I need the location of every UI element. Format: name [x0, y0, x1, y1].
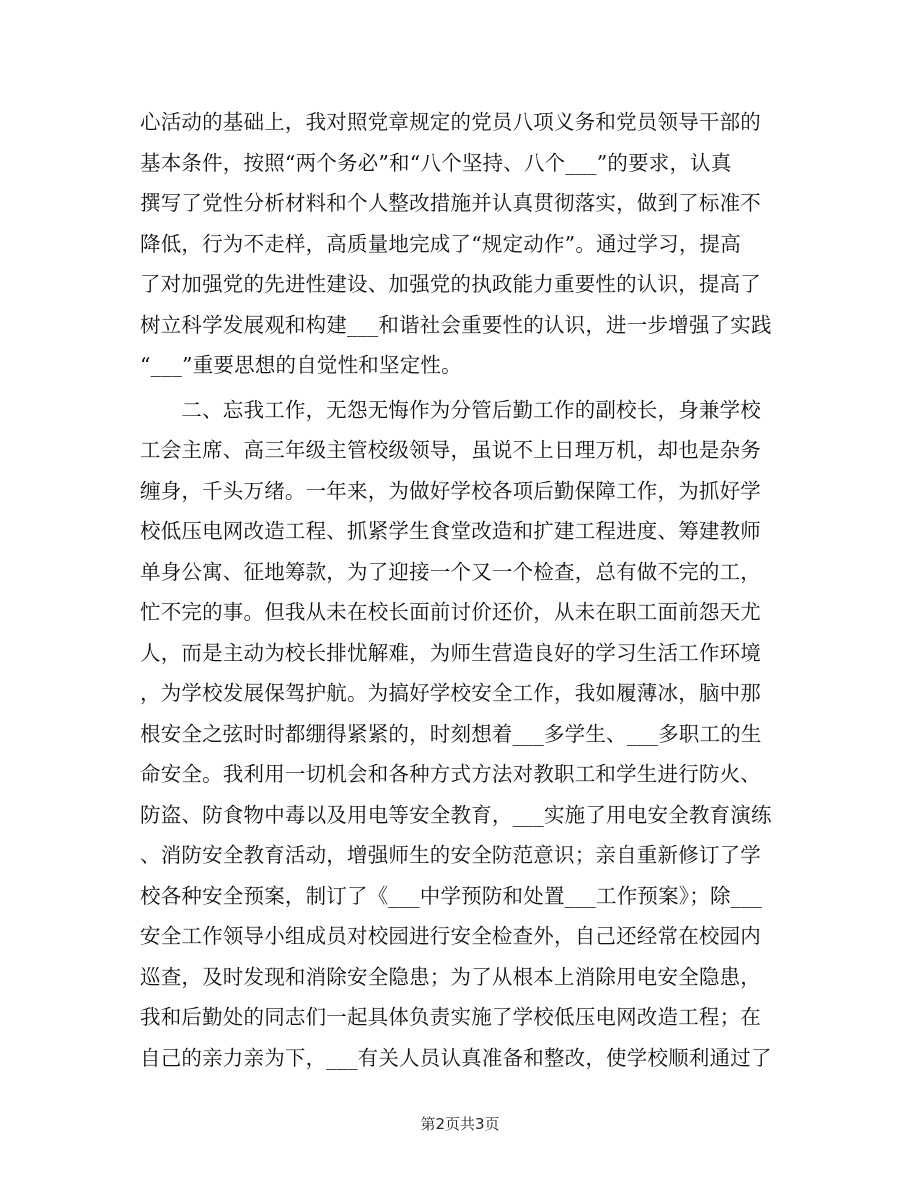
text-line: 工会主席、高三年级主管校级领导，虽说不上日理万机，却也是杂务	[140, 438, 761, 462]
text-line: 忙不完的事。但我从未在校长面前讨价还价，从未在职工面前怨天尤	[140, 600, 761, 624]
paragraph-2	[140, 390, 790, 1079]
text-line: 我和后勤处的同志们一起具体负责实施了学校低压电网改造工程；在	[140, 1005, 761, 1029]
text-line: “___”重要思想的自觉性和坚定性。	[140, 353, 462, 377]
text-line: 基本条件，按照“两个务必”和“八个坚持、八个___”的要求，认真	[140, 150, 732, 175]
text-line: 校低压电网改造工程、抓紧学生食堂改造和扩建工程进度、筹建教师	[140, 519, 761, 543]
text-line: 了对加强党的先进性建设、加强党的执政能力重要性的认识，提高了	[140, 272, 761, 296]
text-line: 降低，行为不走样，高质量地完成了“规定动作”。通过学习，提高	[140, 231, 741, 256]
text-line: 人，而是主动为校长排忧解难，为师生营造良好的学习生活工作环境	[140, 640, 761, 665]
text-line: 缠身，千头万绪。一年来，为做好学校各项后勤保障工作，为抓好学	[140, 478, 761, 503]
page-number-footer: 第2页共3页	[420, 1115, 500, 1133]
document-body	[140, 102, 790, 1078]
text-line: 、消防安全教育活动，增强师生的安全防范意识；亲自重新修订了学	[140, 843, 761, 867]
text-line: 巡查，及时发现和消除安全隐患；为了从根本上消除用电安全隐患，	[140, 964, 761, 989]
text-line: 自己的亲力亲为下，___有关人员认真准备和整改，使学校顺利通过了	[140, 1045, 772, 1070]
text-line: 根安全之弦时时都绷得紧紧的，时刻想着___多学生、___多职工的生	[140, 721, 762, 746]
text-line: 安全工作领导小组成员对校园进行安全检查外，自己还经常在校园内	[140, 924, 761, 948]
text-line: ，为学校发展保驾护航。为搞好学校安全工作，我如履薄冰，脑中那	[140, 681, 761, 705]
text-line: 撰写了党性分析材料和个人整改措施并认真贯彻落实，做到了标准不	[140, 191, 761, 215]
text-line: 树立科学发展观和构建___和谐社会重要性的认识，进一步增强了实践	[140, 312, 772, 337]
text-line: 校各种安全预案，制订了《___中学预防和处置___工作预案》；除___	[140, 883, 762, 908]
text-line: 命安全。我利用一切机会和各种方式方法对教职工和学生进行防火、	[140, 762, 761, 786]
text-line: 单身公寓、征地筹款，为了迎接一个又一个检查，总有做不完的工，	[140, 559, 761, 584]
text-line: 心活动的基础上，我对照党章规定的党员八项义务和党员领导干部的	[140, 110, 761, 134]
paragraph-1	[140, 102, 790, 386]
text-line: 防盗、防食物中毒以及用电等安全教育，___实施了用电安全教育演练	[140, 802, 772, 827]
text-line: 二、忘我工作，无怨无悔作为分管后勤工作的副校长，身兼学校	[140, 397, 761, 422]
